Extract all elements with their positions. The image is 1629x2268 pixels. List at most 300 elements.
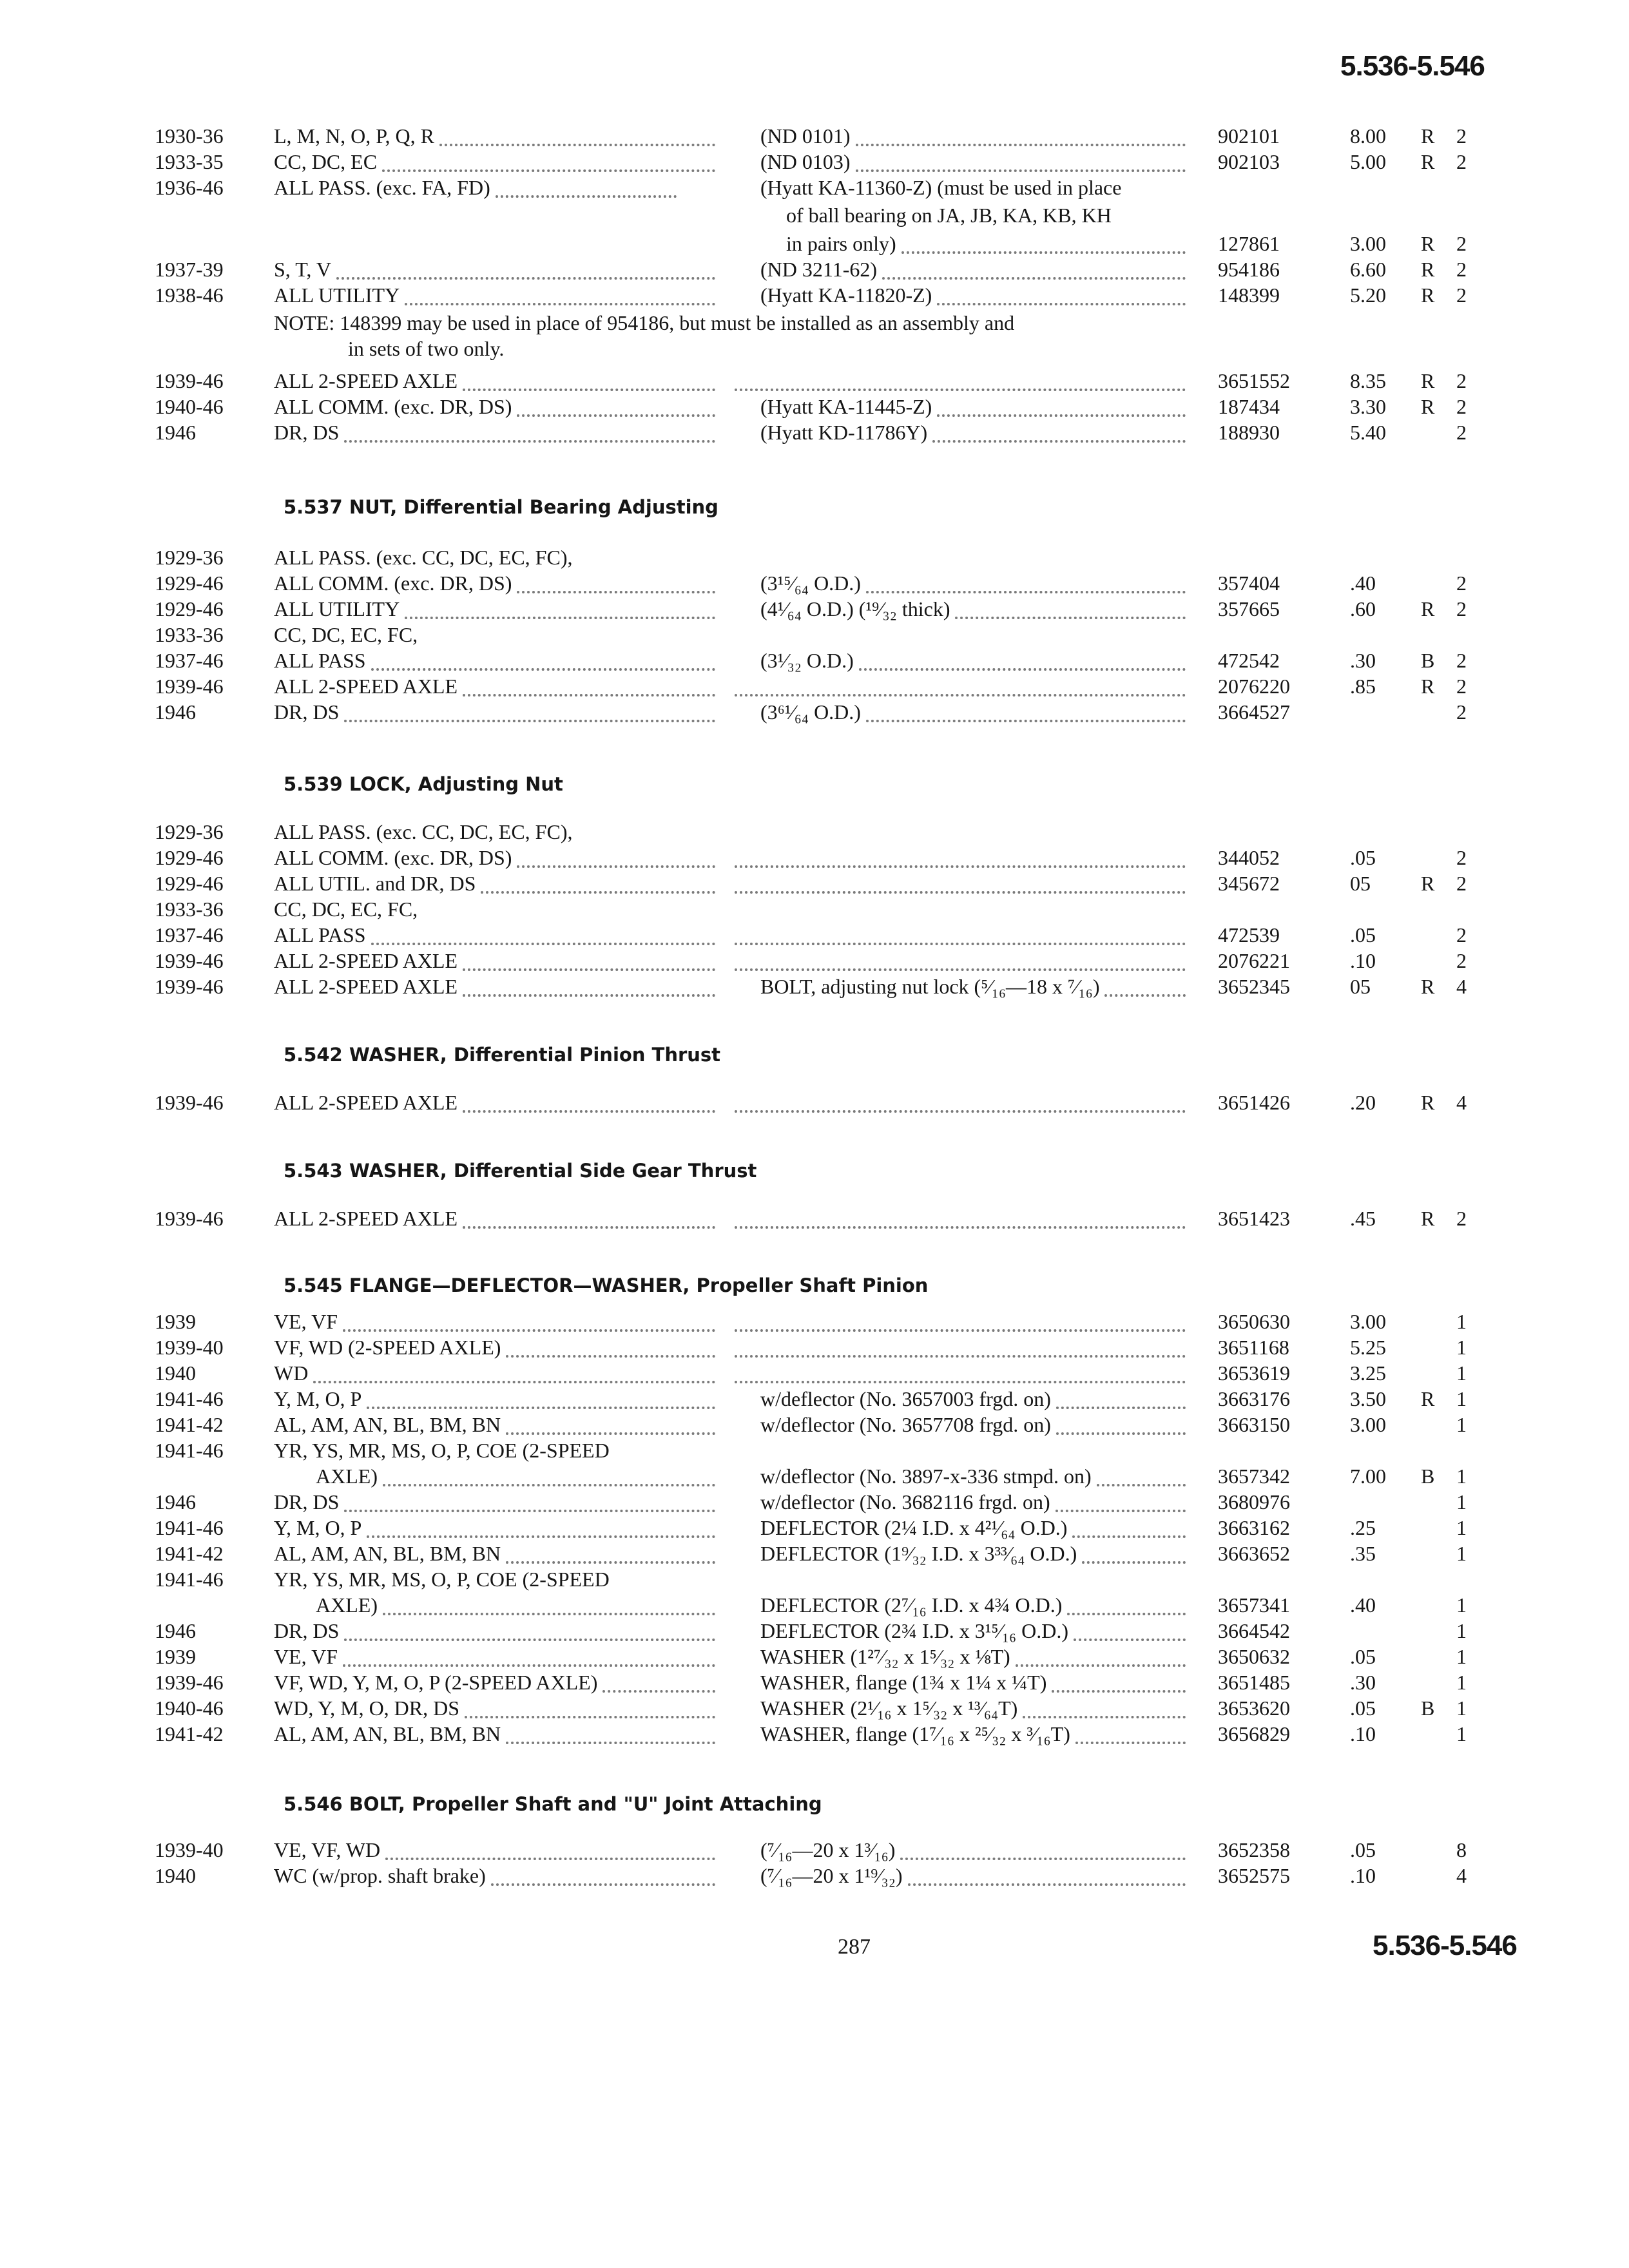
row-models: CC, DC, EC, FC, [274,623,418,646]
leader-dots [1056,1407,1186,1409]
leader-dots [496,195,677,198]
row-description: WASHER (1²⁷⁄₃₂ x 1⁵⁄₃₂ x ⅛T) [760,1645,1010,1668]
row-years: 1941-46 [155,1568,224,1591]
row-years: 1941-46 [155,1387,224,1410]
row-years: 1940-46 [155,395,224,418]
list-price: .30 [1350,1671,1376,1694]
list-price: .10 [1350,1722,1376,1745]
leader-dots [336,277,715,280]
quantity: 1 [1456,1490,1467,1514]
leader-dots [602,1690,715,1693]
quantity: 2 [1456,421,1467,444]
row-models: VE, VF [274,1310,338,1333]
quantity: 2 [1456,872,1467,895]
part-number: 3651552 [1218,369,1290,392]
row-years: 1941-46 [155,1516,224,1539]
row-description: w/deflector (No. 3657003 frgd. on) [760,1387,1051,1410]
leader-dots [859,668,1186,671]
list-price: 3.00 [1350,1310,1386,1333]
leader-dots [735,1355,1186,1358]
part-number: 357404 [1218,572,1280,595]
row-description: (4¹⁄₆₄ O.D.) (¹⁹⁄₃₂ thick) [760,597,950,620]
leader-dots [344,1639,715,1641]
quantity: 1 [1456,1619,1467,1642]
list-price: .05 [1350,1645,1376,1668]
price-code: R [1421,597,1435,620]
part-number: 3653619 [1218,1361,1290,1385]
leader-dots [1097,1484,1186,1486]
part-number: 902101 [1218,124,1280,148]
row-models: YR, YS, MR, MS, O, P, COE (2-SPEED [274,1568,610,1591]
part-number: 3652345 [1218,975,1290,998]
row-description: DEFLECTOR (2⁷⁄₁₆ I.D. x 4¾ O.D.) [760,1593,1063,1617]
price-code: B [1421,649,1435,672]
quantity: 2 [1456,124,1467,148]
row-years: 1939-46 [155,975,224,998]
part-number: 3663176 [1218,1387,1290,1410]
part-number: 3652575 [1218,1864,1290,1887]
row-years: 1946 [155,1619,196,1642]
price-code: R [1421,124,1435,148]
quantity: 2 [1456,395,1467,418]
row-description: (ND 3211-62) [760,258,877,281]
list-price: 3.30 [1350,395,1386,418]
list-price: .60 [1350,597,1376,620]
row-description: BOLT, adjusting nut lock (⁵⁄₁₆—18 x ⁷⁄₁₆) [760,975,1100,998]
part-number: 127861 [1218,232,1280,255]
price-code: R [1421,1091,1435,1114]
row-years: 1929-36 [155,820,224,843]
leader-dots [1067,1613,1186,1615]
list-price: 05 [1350,975,1371,998]
part-number: 3651423 [1218,1207,1290,1230]
row-models: AXLE) [316,1465,378,1488]
leader-dots [735,943,1186,945]
leader-dots [856,144,1186,146]
row-models: VF, WD, Y, M, O, P (2-SPEED AXLE) [274,1671,598,1694]
quantity: 2 [1456,150,1467,173]
quantity: 4 [1456,1864,1467,1887]
row-description: (ND 0101) [760,124,851,148]
row-years: 1941-42 [155,1413,224,1436]
row-models: ALL 2-SPEED AXLE [274,675,458,698]
row-years: 1929-46 [155,572,224,595]
list-price: .05 [1350,1696,1376,1720]
leader-dots [735,891,1186,894]
leader-dots [866,591,1186,593]
quantity: 1 [1456,1516,1467,1539]
row-models: AL, AM, AN, BL, BM, BN [274,1722,501,1745]
part-number: 344052 [1218,846,1280,869]
row-models: ALL COMM. (exc. DR, DS) [274,395,512,418]
leader-dots [382,169,715,172]
list-price: .45 [1350,1207,1376,1230]
price-code: R [1421,395,1435,418]
row-models: CC, DC, EC [274,150,378,173]
quantity: 2 [1456,258,1467,281]
list-price: .20 [1350,1091,1376,1114]
quantity: 2 [1456,700,1467,724]
list-price: 05 [1350,872,1371,895]
row-description: WASHER (2¹⁄₁₆ x 1⁵⁄₃₂ x ¹³⁄₆₄T) [760,1696,1018,1720]
part-number: 472539 [1218,923,1280,947]
list-price: 3.50 [1350,1387,1386,1410]
row-years: 1941-42 [155,1542,224,1565]
part-number: 2076221 [1218,949,1290,972]
part-number: 3651426 [1218,1091,1290,1114]
row-models: CC, DC, EC, FC, [274,898,418,921]
row-years: 1936-46 [155,176,224,199]
quantity: 4 [1456,975,1467,998]
leader-dots [439,144,715,146]
list-price: .05 [1350,846,1376,869]
leader-dots [1056,1432,1186,1435]
row-years: 1938-46 [155,284,224,307]
row-models: L, M, N, O, P, Q, R [274,124,434,148]
row-models: VF, WD (2-SPEED AXLE) [274,1336,501,1359]
row-models: VE, VF, WD [274,1838,381,1861]
leader-dots [344,720,715,722]
leader-dots [371,943,715,945]
row-years: 1933-36 [155,898,224,921]
part-number: 3650630 [1218,1310,1290,1333]
list-price: .40 [1350,1593,1376,1617]
quantity: 1 [1456,1336,1467,1359]
row-years: 1933-35 [155,150,224,173]
quantity: 4 [1456,1091,1467,1114]
list-price: .10 [1350,1864,1376,1887]
row-description: (ND 0103) [760,150,851,173]
leader-dots [1072,1535,1186,1538]
list-price: 5.20 [1350,284,1386,307]
quantity: 1 [1456,1722,1467,1745]
row-years: 1940 [155,1361,196,1385]
quantity: 1 [1456,1361,1467,1385]
row-models: DR, DS [274,1490,340,1514]
quantity: 2 [1456,649,1467,672]
leader-dots [465,1716,715,1718]
list-price: .25 [1350,1516,1376,1539]
section-title: 5.545 FLANGE—DEFLECTOR—WASHER, Propeller Shaft Pinion [284,1274,929,1296]
leader-dots [506,1561,715,1564]
row-description: (Hyatt KD-11786Y) [760,421,928,444]
leader-dots [383,1484,715,1486]
part-number: 954186 [1218,258,1280,281]
row-years: 1939-46 [155,369,224,392]
row-description: (Hyatt KA-11445-Z) [760,395,932,418]
list-price: 8.35 [1350,369,1386,392]
part-number: 3663162 [1218,1516,1290,1539]
row-models: WD, Y, M, O, DR, DS [274,1696,460,1720]
leader-dots [517,591,715,593]
row-years: 1939-46 [155,675,224,698]
price-code: R [1421,675,1435,698]
quantity: 1 [1456,1310,1467,1333]
price-code: R [1421,872,1435,895]
row-models: ALL 2-SPEED AXLE [274,949,458,972]
list-price: 3.00 [1350,232,1386,255]
leader-dots [901,251,1186,254]
row-description: (3¹⁵⁄₆₄ O.D.) [760,572,861,595]
part-number: 3653620 [1218,1696,1290,1720]
leader-dots [735,1381,1186,1383]
row-models: ALL UTILITY [274,284,400,307]
quantity: 2 [1456,846,1467,869]
row-description: (⁷⁄₁₆—20 x 1¹⁹⁄₃₂) [760,1864,903,1887]
row-years: 1939 [155,1645,196,1668]
list-price: 5.00 [1350,150,1386,173]
row-models: ALL 2-SPEED AXLE [274,1207,458,1230]
part-number: 472542 [1218,649,1280,672]
part-number: 345672 [1218,872,1280,895]
part-number: 187434 [1218,395,1280,418]
leader-dots [344,1510,715,1512]
leader-dots [313,1381,715,1383]
leader-dots [367,1535,715,1538]
row-models: ALL UTIL. and DR, DS [274,872,476,895]
leader-dots [735,1226,1186,1229]
row-years: 1940-46 [155,1696,224,1720]
row-models: ALL PASS. (exc. FA, FD) [274,176,490,199]
quantity: 2 [1456,1207,1467,1230]
row-models: ALL PASS [274,649,366,672]
list-price: .40 [1350,572,1376,595]
row-models: Y, M, O, P [274,1387,362,1410]
row-models: YR, YS, MR, MS, O, P, COE (2-SPEED [274,1439,610,1462]
price-code: R [1421,1387,1435,1410]
leader-dots [385,1858,715,1860]
list-price: .85 [1350,675,1376,698]
row-description: (Hyatt KA-11820-Z) [760,284,932,307]
part-number: 3650632 [1218,1645,1290,1668]
list-price: .05 [1350,923,1376,947]
row-models: WC (w/prop. shaft brake) [274,1864,486,1887]
leader-dots [367,1407,715,1409]
quantity: 8 [1456,1838,1467,1861]
leader-dots [882,277,1186,280]
row-models: ALL PASS. (exc. CC, DC, EC, FC), [274,546,573,569]
section-title: 5.537 NUT, Differential Bearing Adjusting [284,496,718,518]
row-models: AXLE) [316,1593,378,1617]
leader-dots [735,865,1186,868]
quantity: 1 [1456,1671,1467,1694]
row-models: DR, DS [274,1619,340,1642]
leader-dots [517,414,715,417]
row-years: 1939-46 [155,1091,224,1114]
note-text: NOTE: 148399 may be used in place of 954186, but must be installed as an assembly and [274,311,1015,334]
part-number: 357665 [1218,597,1280,620]
row-models: ALL 2-SPEED AXLE [274,975,458,998]
quantity: 1 [1456,1387,1467,1410]
row-description: in pairs only) [786,232,896,255]
leader-dots [506,1432,715,1435]
leader-dots [506,1742,715,1744]
part-number: 3652358 [1218,1838,1290,1861]
price-code: R [1421,232,1435,255]
row-years: 1929-46 [155,872,224,895]
list-price: 6.60 [1350,258,1386,281]
quantity: 2 [1456,572,1467,595]
row-years: 1946 [155,700,196,724]
leader-dots [1075,1742,1186,1744]
price-code: R [1421,369,1435,392]
row-models: ALL COMM. (exc. DR, DS) [274,846,512,869]
part-number: 3651485 [1218,1671,1290,1694]
leader-dots [463,994,715,997]
row-years: 1937-46 [155,923,224,947]
leader-dots [463,1110,715,1113]
list-price: 3.00 [1350,1413,1386,1436]
quantity: 1 [1456,1593,1467,1617]
part-number: 188930 [1218,421,1280,444]
row-models: ALL 2-SPEED AXLE [274,369,458,392]
price-code: R [1421,284,1435,307]
list-price: 7.00 [1350,1465,1386,1488]
part-number: 3657341 [1218,1593,1290,1617]
note-text: in sets of two only. [348,337,505,360]
row-years: 1939-40 [155,1838,224,1861]
leader-dots [463,1226,715,1229]
row-years: 1946 [155,421,196,444]
row-description: DEFLECTOR (2¼ I.D. x 4²¹⁄₆₄ O.D.) [760,1516,1068,1539]
row-models: ALL UTILITY [274,597,400,620]
row-description: DEFLECTOR (1⁹⁄₃₂ I.D. x 3³³⁄₆₄ O.D.) [760,1542,1077,1565]
row-description: (⁷⁄₁₆—20 x 1³⁄₁₆) [760,1838,896,1861]
row-models: ALL COMM. (exc. DR, DS) [274,572,512,595]
leader-dots [371,668,715,671]
quantity: 2 [1456,284,1467,307]
quantity: 2 [1456,232,1467,255]
row-years: 1946 [155,1490,196,1514]
leader-dots [491,1883,715,1886]
section-title: 5.543 WASHER, Differential Side Gear Thrust [284,1160,757,1182]
quantity: 1 [1456,1542,1467,1565]
row-years: 1937-46 [155,649,224,672]
list-price: .30 [1350,649,1376,672]
leader-dots [1055,1510,1186,1512]
quantity: 1 [1456,1465,1467,1488]
leader-dots [735,1110,1186,1113]
leader-dots [1082,1561,1186,1564]
leader-dots [937,414,1186,417]
page-range-top: 5.536-5.546 [1340,50,1485,82]
row-years: 1937-39 [155,258,224,281]
part-number: 3651168 [1218,1336,1289,1359]
row-years: 1939-46 [155,949,224,972]
row-years: 1929-36 [155,546,224,569]
list-price: .05 [1350,1838,1376,1861]
leader-dots [735,389,1186,391]
row-models: AL, AM, AN, BL, BM, BN [274,1413,501,1436]
leader-dots [1104,994,1186,997]
part-number: 3680976 [1218,1490,1290,1514]
leader-dots [1016,1664,1186,1667]
quantity: 2 [1456,923,1467,947]
leader-dots [856,169,1186,172]
row-years: 1939-46 [155,1207,224,1230]
leader-dots [506,1355,715,1358]
row-description: w/deflector (No. 3657708 frgd. on) [760,1413,1051,1436]
quantity: 2 [1456,369,1467,392]
leader-dots [735,1329,1186,1332]
row-description: WASHER, flange (1⁷⁄₁₆ x ²⁵⁄₃₂ x ³⁄₁₆T) [760,1722,1070,1745]
part-number: 2076220 [1218,675,1290,698]
quantity: 1 [1456,1645,1467,1668]
part-number: 3664542 [1218,1619,1290,1642]
leader-dots [463,968,715,971]
leader-dots [383,1613,715,1615]
list-price: .35 [1350,1542,1376,1565]
quantity: 2 [1456,675,1467,698]
row-years: 1933-36 [155,623,224,646]
row-years: 1930-36 [155,124,224,148]
row-description: w/deflector (No. 3682116 frgd. on) [760,1490,1050,1514]
price-code: R [1421,150,1435,173]
leader-dots [932,440,1186,443]
quantity: 2 [1456,949,1467,972]
row-models: AL, AM, AN, BL, BM, BN [274,1542,501,1565]
page-number: 287 [838,1935,871,1959]
quantity: 1 [1456,1413,1467,1436]
leader-dots [344,440,715,443]
row-description: (Hyatt KA-11360-Z) (must be used in place [760,176,1122,199]
row-years: 1941-42 [155,1722,224,1745]
part-number: 3663150 [1218,1413,1290,1436]
row-models: VE, VF [274,1645,338,1668]
row-models: ALL 2-SPEED AXLE [274,1091,458,1114]
row-models: DR, DS [274,700,340,724]
list-price: 3.25 [1350,1361,1386,1385]
price-code: R [1421,258,1435,281]
price-code: R [1421,975,1435,998]
quantity: 2 [1456,597,1467,620]
leader-dots [1023,1716,1186,1718]
leader-dots [517,865,715,868]
leader-dots [908,1883,1186,1886]
row-years: 1941-46 [155,1439,224,1462]
section-title: 5.546 BOLT, Propeller Shaft and "U" Joint Attaching [284,1793,822,1815]
quantity: 1 [1456,1696,1467,1720]
row-description: of ball bearing on JA, JB, KA, KB, KH [786,204,1112,227]
row-models: WD [274,1361,309,1385]
row-years: 1940 [155,1864,196,1887]
leader-dots [343,1329,715,1332]
leader-dots [1074,1639,1186,1641]
row-models: DR, DS [274,421,340,444]
row-models: S, T, V [274,258,331,281]
leader-dots [735,694,1186,697]
leader-dots [481,891,715,894]
leader-dots [900,1858,1186,1860]
page-range-bottom: 5.536-5.546 [1373,1930,1517,1961]
row-years: 1939-40 [155,1336,224,1359]
section-title: 5.542 WASHER, Differential Pinion Thrust [284,1044,721,1066]
row-description: WASHER, flange (1¾ x 1¼ x ¼T) [760,1671,1047,1694]
row-description: (3⁶¹⁄₆₄ O.D.) [760,700,861,724]
leader-dots [463,389,715,391]
row-models: Y, M, O, P [274,1516,362,1539]
row-years: 1939 [155,1310,196,1333]
part-number: 3663652 [1218,1542,1290,1565]
leader-dots [955,617,1186,619]
part-number: 148399 [1218,284,1280,307]
leader-dots [937,303,1186,305]
row-years: 1929-46 [155,597,224,620]
list-price: .10 [1350,949,1376,972]
part-number: 3656829 [1218,1722,1290,1745]
price-code: B [1421,1465,1435,1488]
list-price: 5.40 [1350,421,1386,444]
